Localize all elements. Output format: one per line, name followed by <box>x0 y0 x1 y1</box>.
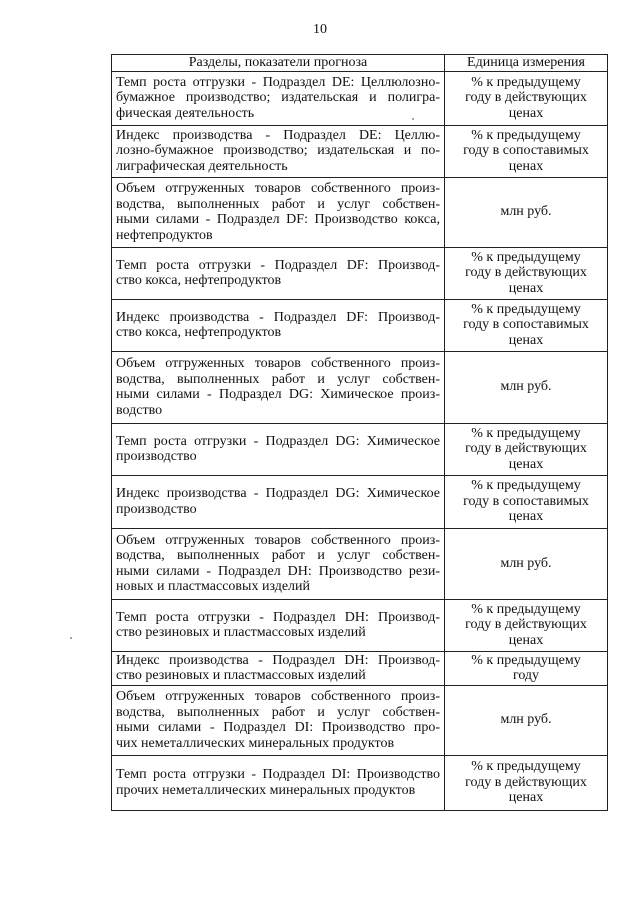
table-row <box>112 71 608 125</box>
table-row <box>112 651 608 685</box>
indicator-cell <box>112 351 445 423</box>
table-row <box>112 528 608 599</box>
unit-line: % к предыдущему <box>471 601 581 617</box>
indicator-line: чих неметаллических минеральных продуктов <box>116 735 395 751</box>
indicator-line: Индекс производства - Подраздел DE: Целлю- <box>116 127 440 143</box>
unit-cell <box>445 475 608 528</box>
indicator-cell <box>112 423 445 475</box>
indicator-line: Индекс производства - Подраздел DF: Производ- <box>116 309 440 325</box>
indicator-cell <box>112 177 445 247</box>
indicator-line: Темп роста отгрузки - Подраздел DG: Химическое <box>116 433 440 449</box>
unit-cell <box>445 299 608 351</box>
unit-line: году в действующих <box>465 617 587 633</box>
indicator-line: нефтепродуктов <box>116 227 213 243</box>
unit-cell <box>445 528 608 599</box>
scan-speck <box>412 118 414 120</box>
header-unit: Единица измерения <box>445 55 608 72</box>
indicator-line: Объем отгруженных товаров собственного произ- <box>116 181 440 196</box>
indicator-line: водство <box>116 402 163 418</box>
indicator-line: ство резиновых и пластмассовых изделий <box>116 668 366 683</box>
indicator-cell <box>112 71 445 125</box>
unit-line: году в действующих <box>465 441 587 457</box>
indicator-line: лиграфическая деятельность <box>116 158 288 174</box>
unit-line: млн руб. <box>500 204 552 220</box>
unit-cell <box>445 599 608 651</box>
unit-cell <box>445 651 608 685</box>
unit-cell <box>445 685 608 755</box>
unit-cell <box>445 351 608 423</box>
unit-line: % к предыдущему <box>471 652 581 668</box>
unit-line: году в сопоставимых <box>463 493 589 509</box>
table-row <box>112 125 608 177</box>
unit-line: % к предыдущему <box>471 425 581 441</box>
indicator-line: Объем отгруженных товаров собственного произ- <box>116 356 440 371</box>
unit-cell <box>445 247 608 299</box>
table-row <box>112 177 608 247</box>
forecast-table <box>111 54 608 811</box>
unit-line: млн руб. <box>500 712 552 728</box>
table-row <box>112 299 608 351</box>
unit-line: млн руб. <box>500 555 552 571</box>
unit-line: году в действующих <box>465 774 587 790</box>
table-header-row <box>112 55 608 72</box>
table-row <box>112 755 608 810</box>
unit-cell <box>445 423 608 475</box>
indicator-line: Темп роста отгрузки - Подраздел DF: Производ- <box>116 257 440 273</box>
unit-line: году в сопоставимых <box>463 143 589 159</box>
indicator-line: Индекс производства - Подраздел DH: Производ- <box>116 652 440 668</box>
indicator-cell <box>112 299 445 351</box>
unit-line: % к предыдущему <box>471 759 581 775</box>
indicator-cell <box>112 685 445 755</box>
indicator-cell <box>112 247 445 299</box>
unit-cell <box>445 71 608 125</box>
indicator-line: ство кокса, нефтепродуктов <box>116 273 282 288</box>
unit-line: % к предыдущему <box>471 478 581 494</box>
indicator-cell <box>112 755 445 810</box>
indicator-line: ство кокса, нефтепродуктов <box>116 325 282 340</box>
indicator-cell <box>112 599 445 651</box>
table-row <box>112 475 608 528</box>
indicator-line: ными силами - Подраздел DI: Производство про- <box>116 720 440 735</box>
unit-line: году в действующих <box>465 265 587 281</box>
unit-line: году в действующих <box>465 90 587 106</box>
unit-line: году в сопоставимых <box>463 317 589 333</box>
indicator-line: производство <box>116 501 197 517</box>
unit-line: ценах <box>508 790 544 806</box>
unit-line: % к предыдущему <box>471 301 581 317</box>
indicator-line: Объем отгруженных товаров собственного произ- <box>116 532 440 548</box>
unit-cell <box>445 125 608 177</box>
indicator-line: водства, выполненных работ и услуг собствен- <box>116 196 440 212</box>
indicator-cell <box>112 528 445 599</box>
indicator-line: новых и пластмассовых изделий <box>116 579 311 594</box>
unit-line: млн руб. <box>500 379 552 395</box>
indicator-line: Индекс производства - Подраздел DG: Химическое <box>116 486 440 501</box>
unit-line: ценах <box>508 509 544 525</box>
indicator-line: Темп роста отгрузки - Подраздел DH: Производ- <box>116 609 440 625</box>
indicator-cell <box>112 651 445 685</box>
unit-line: ценах <box>508 632 544 648</box>
header-sections: Разделы, показатели прогноза <box>112 55 445 72</box>
unit-line: году <box>512 668 540 683</box>
table-row <box>112 247 608 299</box>
indicator-line: бумажное производство; издательская и полигра- <box>116 90 440 106</box>
indicator-cell <box>112 125 445 177</box>
indicator-line: ство резиновых и пластмассовых изделий <box>116 625 366 640</box>
unit-cell <box>445 755 608 810</box>
indicator-line: ными силами - Подраздел DG: Химическое произ- <box>116 387 440 402</box>
table-row <box>112 599 608 651</box>
unit-line: ценах <box>508 158 544 174</box>
table-row <box>112 423 608 475</box>
unit-line: % к предыдущему <box>471 74 581 90</box>
unit-line: % к предыдущему <box>471 249 581 265</box>
indicator-line: Темп роста отгрузки - Подраздел DE: Целлюлозно- <box>116 74 440 90</box>
indicator-line: водства, выполненных работ и услуг собствен- <box>116 704 440 720</box>
unit-line: ценах <box>508 456 544 472</box>
unit-line: ценах <box>508 332 544 348</box>
indicator-line: ными силами - Подраздел DF: Производство кокса, <box>116 212 440 227</box>
table-body <box>112 71 608 810</box>
indicator-line: лозно-бумажное производство; издательская и по- <box>116 143 440 159</box>
page-number: 10 <box>313 22 327 37</box>
indicator-line: прочих неметаллических минеральных продуктов <box>116 782 416 798</box>
indicator-line: фическая деятельность <box>116 105 255 121</box>
indicator-line: Объем отгруженных товаров собственного произ- <box>116 689 440 704</box>
indicator-line: водства, выполненных работ и услуг собствен- <box>116 371 440 387</box>
table-row <box>112 351 608 423</box>
indicator-line: водства, выполненных работ и услуг собствен- <box>116 548 440 563</box>
scan-speck <box>70 637 72 639</box>
unit-line: % к предыдущему <box>471 127 581 143</box>
unit-line: ценах <box>508 105 544 121</box>
table-row <box>112 685 608 755</box>
unit-line: ценах <box>508 280 544 296</box>
indicator-line: Темп роста отгрузки - Подраздел DI: Производство <box>116 767 440 782</box>
indicator-line: ными силами - Подраздел DH: Производство рези- <box>116 563 440 579</box>
indicator-cell <box>112 475 445 528</box>
indicator-line: производство <box>116 449 197 464</box>
unit-cell <box>445 177 608 247</box>
